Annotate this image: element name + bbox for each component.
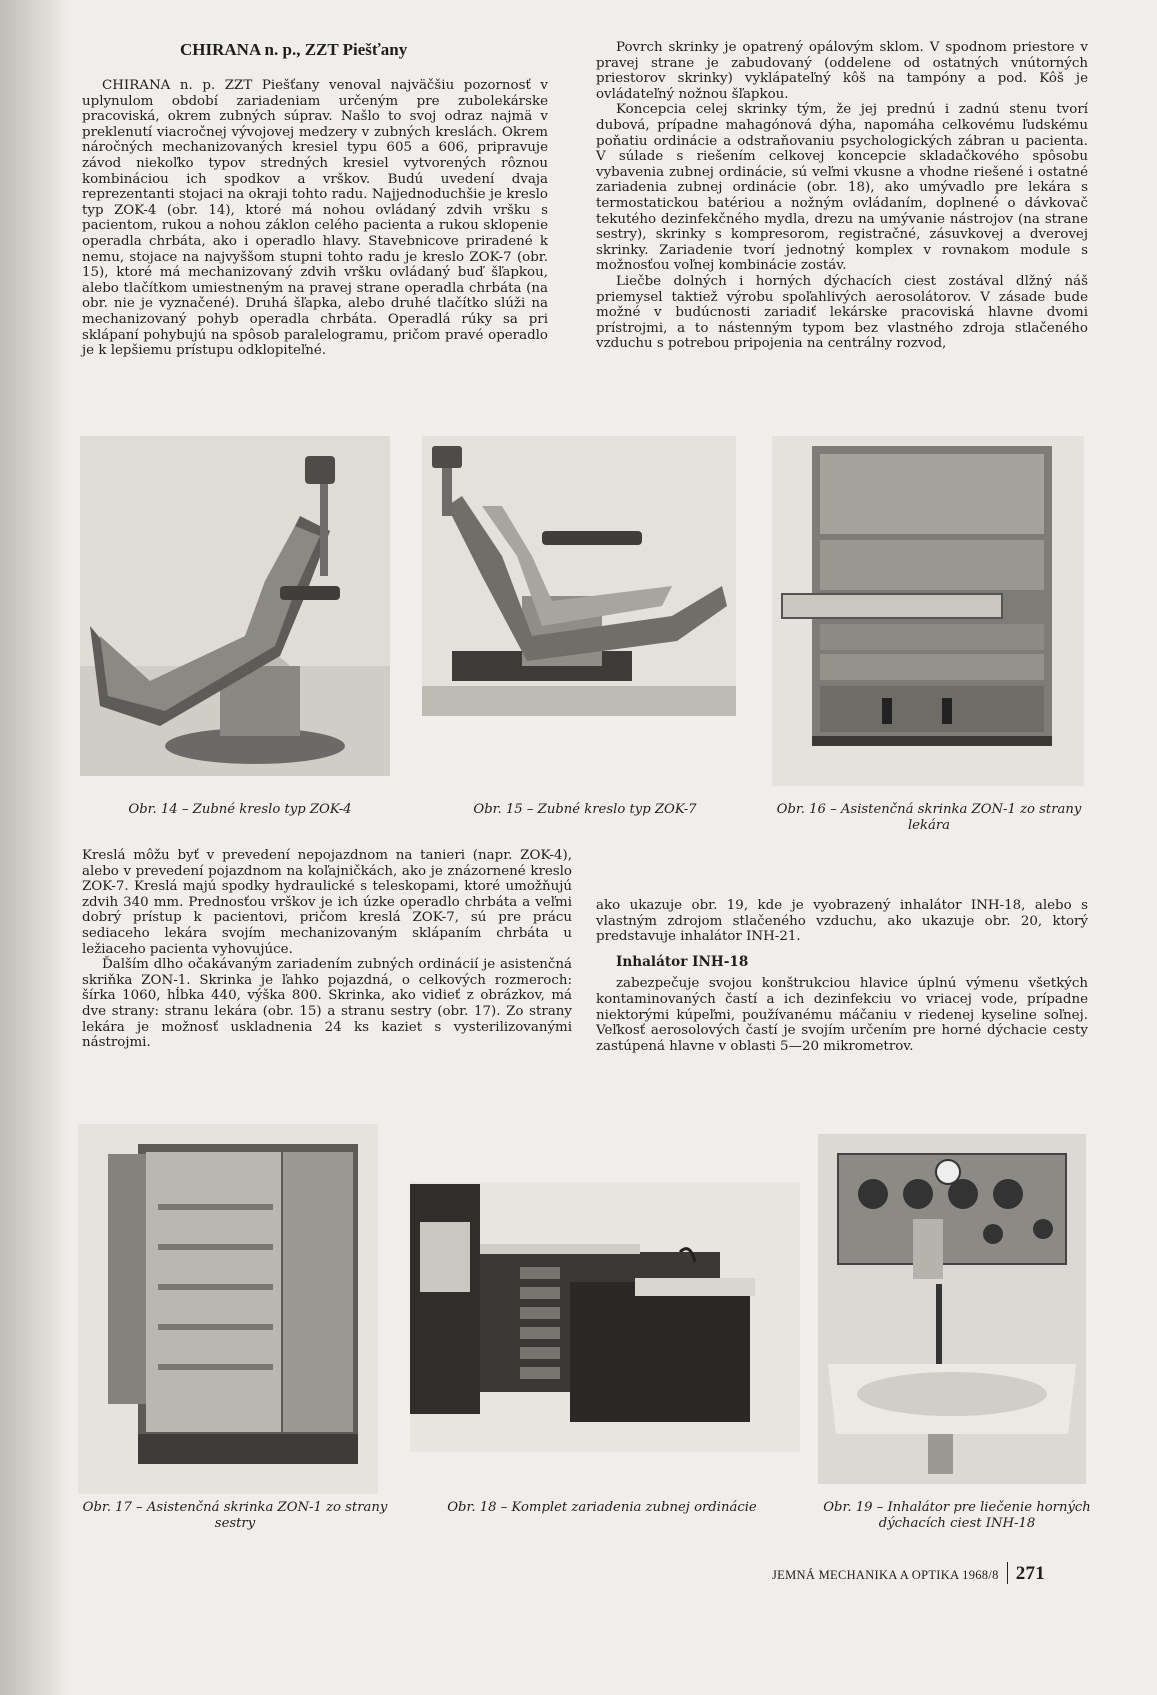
photo-inhalator-inh18 (818, 1134, 1086, 1484)
footer-divider (1007, 1562, 1008, 1584)
photo-cabinet-zon1-nurse-side (78, 1124, 378, 1494)
right-column-mid (596, 898, 1088, 1054)
left-column-top (82, 78, 548, 359)
photo-dental-office-set (410, 1182, 800, 1452)
journal-name: JEMNÁ MECHANIKA A OPTIKA 1968/8 (772, 1568, 999, 1582)
paragraph: CHIRANA n. p. ZZT Piešťany venoval najväčšiu pozornosť v uplynulom období zariadeniam určeným pre zubolekárske pracoviská, okrem zubných súprav. Našlo to svoj odraz najmä v preklenutí viacročnej vývojovej medzery v zubných kreslách. Okrem náročných mechanizovaných kresiel typu 605 a 606, pripravuje závod niekoľko typov stredných kresiel vytvorených rôznou kombináciou ich spodkov a vrškov. Budú uvedení dvaja reprezentanti stojaci na okraji tohto radu. Najjednoduchšie je kreslo typ ZOK-4 (obr. 14), ktoré má nohou ovládaný zdvih vršku s pacientom, rukou a nohou záklon celého pacienta a rukou sklopenie operadla chrbáta, ako i operadlo hlavy. Stavebnicove priradené k nemu, stojace na najvyššom stupni tohto radu je kreslo ZOK-7 (obr. 15), ktoré má mechanizovaný zdvih vršku ovládaný buď šľapkou, alebo tlačítkom umiestneným na pravej strane operadla chrbáta (na obr. nie je vyznačené). Druhá šľapka, alebo druhé tlačítko slúži na mechanizovaný pohyb operadla chrbáta. Operadlá rúky sa pri sklápaní pohybujú na spôsob paralelogramu, pričom pravé operadlo je k lepšiemu prístupu odklopiteľné. (82, 78, 548, 359)
right-column-top (596, 40, 1088, 352)
binding-shadow (0, 0, 70, 1695)
article-title: CHIRANA n. p., ZZT Piešťany (180, 40, 408, 59)
page-number: 271 (1015, 1563, 1046, 1584)
left-column-mid (82, 848, 572, 1051)
paragraph: Koncepcia celej skrinky tým, že jej prednú i zadnú stenu tvorí dubová, prípadne mahagónová dýha, napomáha celkovému ľudskému poňatiu ordinácie a odstraňovaniu psychologických zábran u pacienta. V súlade s riešením celkovej koncepcie skladačkového spôsobu vybavenia zubnej ordinácie, sú veľmi vkusne a vhodne riešené i ostatné zariadenia zubnej ordinácie (obr. 18), ako umývadlo pre lekára s termostatickou batériou a nožným ovládaním, doplnené o dávkovač tekutého dezinfekčného mydla, drezu na umývanie nástrojov (na strane sestry), skrinky s kompresorom, registračné, zásuvkovej a dverovej skrinky. Zariadenie tvorí jednotný komplex v rovnakom module s možnosťou voľnej kombinácie zostáv. (596, 102, 1088, 274)
paragraph: Ďalším dlho očakávaným zariadením zubných ordinácií je asistenčná skriňka ZON-1. Skrinka je ľahko pojazdná, o celkových rozmeroch: šírka 1060, hĺbka 440, výška 800. Skrinka, ako vidieť z obrázkov, má dve strany: stranu lekára (obr. 15) a stranu sestry (obr. 17). Zo strany lekára je možnosť uskladnenia 24 ks kaziet s vysterilizovanými nástrojmi. (82, 957, 572, 1051)
caption-fig14: Obr. 14 – Zubné kreslo typ ZOK-4 (128, 802, 352, 817)
paragraph: Liečbe dolných i horných dýchacích ciest zostával dlžný náš priemysel taktiež výrobu spoľahlivých aerosolátorov. V zásade bude možné v budúcnosti zariadiť lekárske pracoviská hlavne dvomi prístrojmi, a to nástenným typom bez vlastného zdroja stlačeného vzduchu s potrebou pripojenia na centrálny rozvod, (596, 273, 1088, 352)
caption-fig19: Obr. 19 – Inhalátor pre liečenie horných dýchacích ciest INH-18 (823, 1500, 1091, 1531)
section-heading-inhalator: Inhalátor INH-18 (616, 953, 749, 970)
caption-fig16: Obr. 16 – Asistenčná skrinka ZON-1 zo strany lekára (776, 802, 1082, 833)
paragraph: ako ukazuje obr. 19, kde je vyobrazený inhalátor INH-18, alebo s vlastným zdrojom stlačeného vzduchu, ako ukazuje obr. 20, ktorý predstavuje inhalátor INH-21. (596, 898, 1088, 945)
paragraph: Povrch skrinky je opatrený opálovým sklom. V spodnom priestore v pravej strane je zabudovaný (oddelene od ostatných vnútorných priestorov skrinky) vyklápateľný kôš na tampóny a pod. Kôš je ovládateľný nožnou šľapkou. (596, 40, 1088, 102)
caption-fig18: Obr. 18 – Komplet zariadenia zubnej ordinácie (447, 1500, 757, 1515)
paragraph: Kreslá môžu byť v prevedení nepojazdnom na tanieri (napr. ZOK-4), alebo v prevedení pojazdnom na koľajničkách, ako je znázornené kreslo ZOK-7. Kreslá majú spodky hydraulické s teleskopami, ktoré umožňujú zdvih 340 mm. Prednosťou vrškov je ich úzke operadlo chrbáta a veľmi dobrý prístup k pacientovi, pričom kreslá ZOK-7, sú pre prácu sediaceho lekára svojím mechanizovaným sklápaním chrbáta u ležiaceho pacienta vyhovujúce. (82, 848, 572, 957)
photo-cabinet-zon1-doctor-side (772, 436, 1084, 786)
caption-fig17: Obr. 17 – Asistenčná skrinka ZON-1 zo strany sestry (82, 1500, 388, 1531)
photo-dental-chair-zok7 (422, 436, 736, 716)
page-footer (772, 1562, 1132, 1585)
caption-fig15: Obr. 15 – Zubné kreslo typ ZOK-7 (473, 802, 697, 817)
photo-dental-chair-zok4 (80, 436, 390, 776)
paragraph: zabezpečuje svojou konštrukciou hlavice úplnú výmenu všetkých kontaminovaných častí a ich dezinfekciu vo vriacej vode, prípadne niektorými kúpeľmi, používanému máčaniu v riedenej kyseline soľnej. Veľkosť aerosolových častí je svojím určením pre horné dýchacie cesty zastúpená hlavne v oblasti 5—20 mikrometrov. (596, 976, 1088, 1054)
